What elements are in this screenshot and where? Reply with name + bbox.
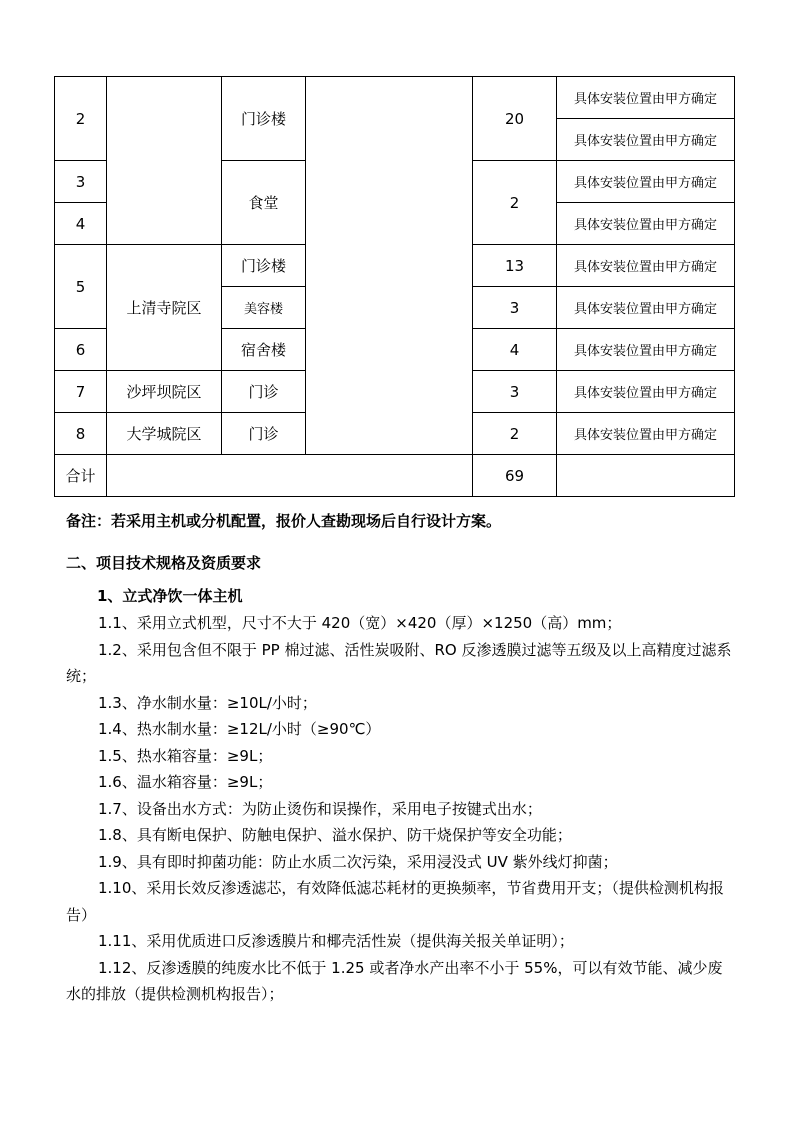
spec-item: 1.7、设备出水方式：为防止烫伤和误操作，采用电子按键式出水； [98, 799, 542, 818]
note-cell: 具体安装位置由甲方确定 [557, 329, 735, 371]
quantity-cell: 20 [473, 77, 557, 161]
spec-item: 1.5、热水箱容量：≥9L； [98, 746, 273, 765]
note-cell: 具体安装位置由甲方确定 [557, 77, 735, 119]
building-cell: 门诊楼 [222, 245, 306, 287]
row-number: 8 [55, 413, 107, 455]
quantity-cell: 2 [473, 413, 557, 455]
row-number: 6 [55, 329, 107, 371]
total-blank-cell [107, 455, 473, 497]
building-cell: 门诊楼 [222, 77, 306, 161]
note-cell: 具体安装位置由甲方确定 [557, 203, 735, 245]
note-cell: 具体安装位置由甲方确定 [557, 161, 735, 203]
building-cell: 门诊 [222, 371, 306, 413]
quantity-cell: 3 [473, 371, 557, 413]
spec-item: 1.1、采用立式机型，尺寸不大于 420（宽）×420（厚）×1250（高）mm； [98, 614, 622, 632]
note-cell: 具体安装位置由甲方确定 [557, 287, 735, 329]
spec-item: 1.9、具有即时抑菌功能：防止水质二次污染，采用浸没式 UV 紫外线灯抑菌； [98, 852, 618, 871]
subsection-title: 1、立式净饮一体主机 [97, 587, 243, 605]
quantity-cell: 2 [473, 161, 557, 245]
spec-item: 1.12、反渗透膜的纯废水比不低于 1.25 或者净水产出率不小于 55%，可以有效节能、减少废水的排放（提供检测机构报告）； [66, 958, 723, 1003]
campus-cell: 大学城院区 [107, 413, 222, 455]
total-row [55, 455, 735, 497]
total-label: 合计 [55, 455, 107, 497]
quantity-cell: 13 [473, 245, 557, 287]
spec-item: 1.10、采用长效反渗透滤芯，有效降低滤芯耗材的更换频率，节省费用开支；（提供检测机构报告） [66, 879, 724, 924]
building-cell: 食堂 [222, 161, 306, 245]
row-number: 5 [55, 245, 107, 329]
campus-cell: 上清寺院区 [107, 245, 222, 371]
total-note-cell [557, 455, 735, 497]
campus-cell: 沙坪坝院区 [107, 371, 222, 413]
row-number: 3 [55, 161, 107, 203]
remark-text: 备注：若采用主机或分机配置，报价人查勘现场后自行设计方案。 [66, 512, 502, 530]
building-cell: 美容楼 [222, 287, 306, 329]
campus-cell [107, 77, 222, 245]
quantity-cell: 4 [473, 329, 557, 371]
spec-list [66, 610, 736, 1008]
spec-item: 1.8、具有断电保护、防触电保护、溢水保护、防干烧保护等安全功能； [98, 826, 572, 844]
spec-item: 1.4、热水制水量：≥12L/小时（≥90℃） [98, 720, 381, 738]
spec-item: 1.11、采用优质进口反渗透膜片和椰壳活性炭（提供海关报关单证明）； [98, 932, 574, 950]
row-number: 4 [55, 203, 107, 245]
row-number: 7 [55, 371, 107, 413]
total-quantity: 69 [473, 455, 557, 497]
spec-item: 1.3、净水制水量：≥10L/小时； [98, 693, 317, 712]
table-row [55, 77, 735, 119]
blank-column-cell [306, 77, 473, 455]
spec-item: 1.6、温水箱容量：≥9L； [98, 773, 273, 791]
equipment-table [54, 76, 735, 497]
note-cell: 具体安装位置由甲方确定 [557, 371, 735, 413]
section-title: 二、项目技术规格及资质要求 [66, 554, 262, 572]
row-number: 2 [55, 77, 107, 161]
spec-item: 1.2、采用包含但不限于 PP 棉过滤、活性炭吸附、RO 反渗透膜过滤等五级及以上高精度过滤系统； [66, 640, 732, 685]
building-cell: 门诊 [222, 413, 306, 455]
note-cell: 具体安装位置由甲方确定 [557, 413, 735, 455]
building-cell: 宿舍楼 [222, 329, 306, 371]
note-cell: 具体安装位置由甲方确定 [557, 119, 735, 161]
note-cell: 具体安装位置由甲方确定 [557, 245, 735, 287]
quantity-cell: 3 [473, 287, 557, 329]
